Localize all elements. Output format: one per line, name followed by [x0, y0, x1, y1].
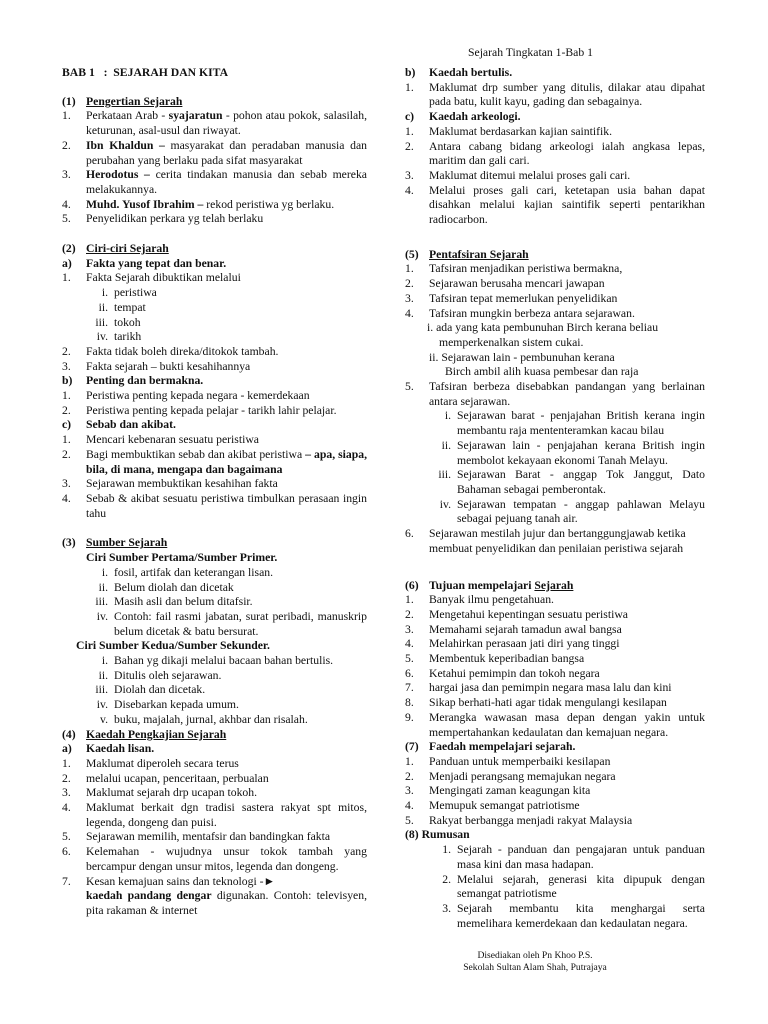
- section-title: Tujuan mempelajari Sejarah: [429, 578, 574, 592]
- sub-item: ii. Ditulis oleh sejarawan.: [98, 668, 222, 682]
- subsection-title: Sebab dan akibat.: [86, 418, 176, 432]
- sub-item: ii. tempat: [98, 300, 146, 314]
- section-heading: [62, 95, 367, 110]
- section-tujuan: [405, 579, 705, 741]
- section-number: (2): [62, 242, 76, 256]
- sub-item: i. Sejarawan barat - penjajahan British kerana ingin membantu raja mententeramkan kacau bilau: [444, 409, 705, 438]
- item-text: Fakta tidak boleh direka/ditokok tambah.: [86, 344, 279, 358]
- sub-item: iv. tarikh: [96, 330, 142, 344]
- section-title: Faedah mempelajari sejarah.: [429, 740, 576, 754]
- item-text: Mencari kebenaran sesuatu peristiwa: [86, 433, 259, 447]
- item-number: 2.: [62, 138, 71, 152]
- item-number: 3.: [62, 168, 71, 182]
- item-text: Fakta Sejarah dibuktikan melalui: [86, 271, 241, 285]
- section-kaedah-continued: [405, 66, 705, 228]
- item-text: Bagi membuktikan sebab dan akibat peristiwa – apa, siapa, bila, di mana, mengapa dan bagaimana: [86, 447, 368, 476]
- list-item: 3. Maklumat sejarah drp ucapan tokoh.: [62, 786, 258, 800]
- list-item: 2. melalui ucapan, penceritaan, perbualan: [62, 771, 269, 785]
- list-item: [62, 492, 367, 521]
- section-title: Kaedah Pengkajian Sejarah: [86, 727, 227, 741]
- left-column: [62, 66, 367, 919]
- item-text: Sejarawan membuktikan kesahihan fakta: [86, 477, 278, 491]
- list-item: 3. Maklumat ditemui melalui proses gali cari.: [405, 168, 631, 182]
- list-item: 3. Mengingati zaman keagungan kita: [405, 784, 591, 798]
- section-number: (4): [62, 727, 76, 741]
- item-text: Fakta sejarah – bukti kesahihannya: [86, 359, 251, 373]
- item-number: 1.: [62, 433, 71, 447]
- page-footer: [455, 950, 615, 974]
- subsection-heading: [62, 742, 367, 757]
- sub-item: iii. Masih asli dan belum ditafsir.: [95, 595, 253, 609]
- section-title: Ciri-ciri Sejarah: [86, 242, 169, 256]
- list-item: 4. Tafsiran mungkin berbeza antara sejarawan.: [405, 306, 635, 320]
- sub-item: memperkenalkan sistem cukai.: [439, 335, 584, 349]
- section-title: Sumber Sejarah: [86, 536, 168, 550]
- list-item: 2. Menjadi perangsang memajukan negara: [405, 769, 616, 783]
- section-heading: [62, 242, 367, 257]
- list-item: 6. Kelemahan - wujudnya unsur tokok tambah yang bercampur dengan unsur mitos, legenda dan dongeng.: [62, 845, 367, 873]
- item-number: 2.: [62, 344, 71, 358]
- list-item: 1. Banyak ilmu pengetahuan.: [405, 593, 554, 607]
- list-item: [62, 389, 367, 404]
- arrow-right-icon: ►: [263, 874, 276, 888]
- subsection-heading: [405, 66, 705, 81]
- item-text: Ibn Khaldun – masyarakat dan peradaban manusia dan perubahan yang berlaku pada sifat masyarakat: [86, 138, 367, 167]
- list-item: 3. Memahami sejarah tamadun awal bangsa: [405, 622, 622, 636]
- list-item: [62, 433, 367, 448]
- section-title: Pengertian Sejarah: [86, 94, 183, 108]
- subsection-title: Kaedah lisan.: [86, 742, 155, 756]
- secondary-source-title: Ciri Sumber Kedua/Sumber Sekunder.: [76, 639, 270, 653]
- item-number: 1.: [62, 109, 71, 123]
- item-text: Herodotus – cerita tindakan manusia dan sebab mereka melakukannya.: [86, 168, 367, 196]
- section-heading: [405, 248, 705, 263]
- subsection-heading: [62, 374, 367, 389]
- list-item: 7. hargai jasa dan pemimpin negara masa lalu dan kini: [405, 681, 672, 695]
- subsection-title: Fakta yang tepat dan benar.: [86, 256, 227, 270]
- item-text: Muhd. Yusof Ibrahim – rekod peristiwa yg berlaku.: [86, 197, 335, 211]
- sub-item: iii. Diolah dan dicetak.: [95, 683, 206, 697]
- subsection-label: b): [62, 374, 73, 388]
- list-item: 5. Rakyat berbangga menjadi rakyat Malaysia: [405, 813, 633, 827]
- sub-item: iii. tokoh: [95, 315, 141, 329]
- list-item: [62, 477, 367, 492]
- sub-item: 3. Sejarah membantu kita menghargai serta memelihara kemerdekaan dan kedaulatan negara.: [442, 901, 705, 930]
- sub-item: iv. Disebarkan kepada umum.: [96, 698, 239, 712]
- section-pengertian-sejarah: [62, 95, 367, 227]
- list-item: [62, 360, 367, 375]
- subsection-label: b): [405, 66, 416, 79]
- item-text: Kesan kemajuan sains dan teknologi -► kaedah pandang dengar digunakan. Contoh: televisyen, pita rakaman & internet: [86, 874, 367, 917]
- list-item: 3. Tafsiran tepat memerlukan penyelidikan: [405, 291, 618, 305]
- list-item: [62, 404, 367, 419]
- item-number: 1.: [62, 271, 71, 285]
- subsection-title: Kaedah bertulis.: [429, 66, 513, 79]
- section-title: Pentafsiran Sejarah: [429, 247, 529, 261]
- subsection-label: a): [62, 256, 72, 270]
- item-number: 2.: [62, 403, 71, 417]
- subsection-label: c): [405, 110, 415, 124]
- subsection-heading: [405, 110, 705, 125]
- item-number: 3.: [62, 477, 71, 491]
- list-item: 1. Panduan untuk memperbaiki kesilapan: [405, 754, 611, 768]
- list-item: 5. Sejarawan memilih, mentafsir dan bandingkan fakta: [62, 830, 331, 844]
- list-item: 1. Tafsiran menjadikan peristiwa bermakna,: [405, 262, 623, 276]
- list-item: 5. Tafsiran berbeza disebabkan pandangan yang berlainan antara sejarawan.: [405, 380, 705, 408]
- footer-school: Sekolah Sultan Alam Shah, Putrajaya: [463, 962, 607, 973]
- list-item: 5. Membentuk keperibadian bangsa: [405, 652, 585, 666]
- section-heading: [62, 536, 367, 551]
- list-item: 4. Melalui proses gali cari, ketetapan usia bahan dapat disahkan melalui kajian saintifik seperti pentarikhan radiocarbon.: [405, 183, 705, 227]
- section-sumber-sejarah: [62, 536, 367, 727]
- sub-item: ii. Belum diolah dan dicetak: [98, 580, 234, 594]
- list-item: [62, 212, 367, 227]
- list-item: [62, 271, 367, 286]
- sub-item: 2. Melalui sejarah, generasi kita dipupuk dengan semangat patriotisme: [442, 872, 705, 901]
- list-item: 7. Kesan kemajuan sains dan teknologi -► kaedah pandang dengar digunakan. Contoh: televisyen, pita rakaman & internet: [62, 874, 367, 917]
- primary-source-title: Ciri Sumber Pertama/Sumber Primer.: [86, 551, 278, 565]
- footer-author: Disediakan oleh Pn Khoo P.S.: [477, 950, 593, 961]
- item-text: Peristiwa penting kepada negara - kemerdekaan: [86, 389, 310, 403]
- item-number: 5.: [62, 212, 71, 226]
- item-number: 4.: [62, 197, 71, 211]
- section-title: Rumusan: [421, 828, 470, 842]
- section-heading: [405, 828, 705, 843]
- page-header: Sejarah Tingkatan 1-Bab 1: [468, 46, 593, 59]
- sub-item: ii. Sejarawan lain - penjajahan kerana British ingin membolot kekayaan ekonomi Tanah Melayu.: [441, 438, 705, 467]
- section-kaedah-pengkajian: [62, 728, 367, 919]
- section-rumusan: [405, 828, 705, 931]
- section-number: (8): [405, 828, 419, 842]
- sub-item: ii. Sejarawan lain - pembunuhan kerana: [429, 350, 615, 364]
- section-number: (7): [405, 740, 419, 754]
- sub-item: v. buku, majalah, jurnal, akhbar dan risalah.: [99, 712, 308, 726]
- item-text: Sebab & akibat sesuatu peristiwa timbulkan perasaan ingin tahu: [86, 491, 367, 520]
- item-number: 4.: [62, 491, 71, 505]
- sub-item: i. ada yang kata pembunuhan Birch kerana beliau: [427, 321, 659, 335]
- section-heading: [62, 728, 367, 743]
- list-item: 1. Maklumat diperoleh secara terus: [62, 756, 239, 770]
- list-item: [62, 345, 367, 360]
- right-column: [405, 66, 705, 931]
- sub-item: 1. Sejarah - panduan dan pengajaran untuk panduan masa kini dan masa hadapan.: [442, 843, 705, 871]
- list-item: 6. Ketahui pemimpin dan tokoh negara: [405, 666, 600, 680]
- list-item: [62, 168, 367, 197]
- section-heading: [405, 579, 705, 594]
- list-item: 4. Maklumat berkait dgn tradisi sastera rakyat spt mitos, legenda, dongeng dan puisi.: [62, 801, 367, 829]
- list-item: 4. Memupuk semangat patriotisme: [405, 799, 580, 813]
- sub-item: i. fosil, artifak dan keterangan lisan.: [101, 565, 274, 579]
- list-item: 4. Melahirkan perasaan jati diri yang tinggi: [405, 637, 620, 651]
- subsection-label: a): [62, 742, 72, 756]
- sub-item: Birch ambil alih kuasa pembesar dan raja: [445, 365, 639, 379]
- list-item: [62, 109, 367, 138]
- section-faedah: [405, 740, 705, 828]
- item-text: Peristiwa penting kepada pelajar - tarikh lahir pelajar.: [86, 403, 337, 417]
- sub-item: iii. Sejarawan Barat - anggap Tok Janggut, Dato Bahaman sebagai pemberontak.: [438, 468, 705, 496]
- list-item: [62, 448, 367, 477]
- subsection-title: Kaedah arkeologi.: [429, 110, 521, 124]
- sub-item: i. Bahan yg dikaji melalui bacaan bahan bertulis.: [101, 654, 334, 668]
- item-number: 2.: [62, 447, 71, 461]
- sub-item: i. peristiwa: [101, 286, 157, 300]
- section-pentafsiran-sejarah: [405, 248, 705, 557]
- list-item: 6. Sejarawan mestilah jujur dan bertanggungjawab ketika membuat penyelidikan dan penilaian peristiwa sejarah: [405, 527, 686, 555]
- list-item: 1. Maklumat drp sumber yang ditulis, dilakar atau dipahat pada batu, kulit kayu, gading dan sebagainya.: [405, 80, 705, 109]
- item-number: 3.: [62, 359, 71, 373]
- item-text: Penyelidikan perkara yg telah berlaku: [86, 212, 264, 226]
- list-item: 9. Merangka wawasan masa depan dengan yakin untuk mempertahankan kedaulatan dan kemajuan negara.: [405, 710, 705, 739]
- section-number: (5): [405, 247, 419, 261]
- list-item: 2. Mengetahui kepentingan sesuatu peristiwa: [405, 607, 628, 621]
- item-number: 1.: [62, 389, 71, 403]
- list-item: [62, 198, 367, 213]
- list-item: 2. Sejarawan berusaha mencari jawapan: [405, 277, 605, 291]
- subsection-label: c): [62, 418, 72, 432]
- list-item: 8. Sikap berhati-hati agar tidak mengulangi kesilapan: [405, 696, 667, 710]
- item-text: Perkataan Arab - syajaratun - pohon atau pokok, salasilah, keturunan, asal-usul dan riwayat.: [86, 109, 368, 138]
- section-heading: [405, 740, 705, 755]
- section-number: (3): [62, 536, 76, 550]
- list-item: 2. Antara cabang bidang arkeologi ialah angkasa lepas, maritim dan gali cari.: [405, 139, 705, 168]
- subsection-heading: [62, 418, 367, 433]
- sub-item: iv. Sejarawan tempatan - anggap pahlawan Melayu sebagai pejuang tanah air.: [439, 497, 705, 526]
- chapter-title: BAB 1 : SEJARAH DAN KITA: [62, 66, 229, 79]
- subsection-title: Penting dan bermakna.: [86, 374, 204, 388]
- section-number: (6): [405, 578, 419, 592]
- list-item: [62, 139, 367, 168]
- section-ciri-ciri-sejarah: [62, 242, 367, 521]
- sub-item: iv. Contoh: fail rasmi jabatan, surat peribadi, manuskrip belum dicetak & batu bersurat.: [96, 609, 367, 638]
- subsection-heading: [62, 257, 367, 272]
- section-number: (1): [62, 94, 76, 108]
- list-item: 1. Maklumat berdasarkan kajian saintifik.: [405, 124, 613, 138]
